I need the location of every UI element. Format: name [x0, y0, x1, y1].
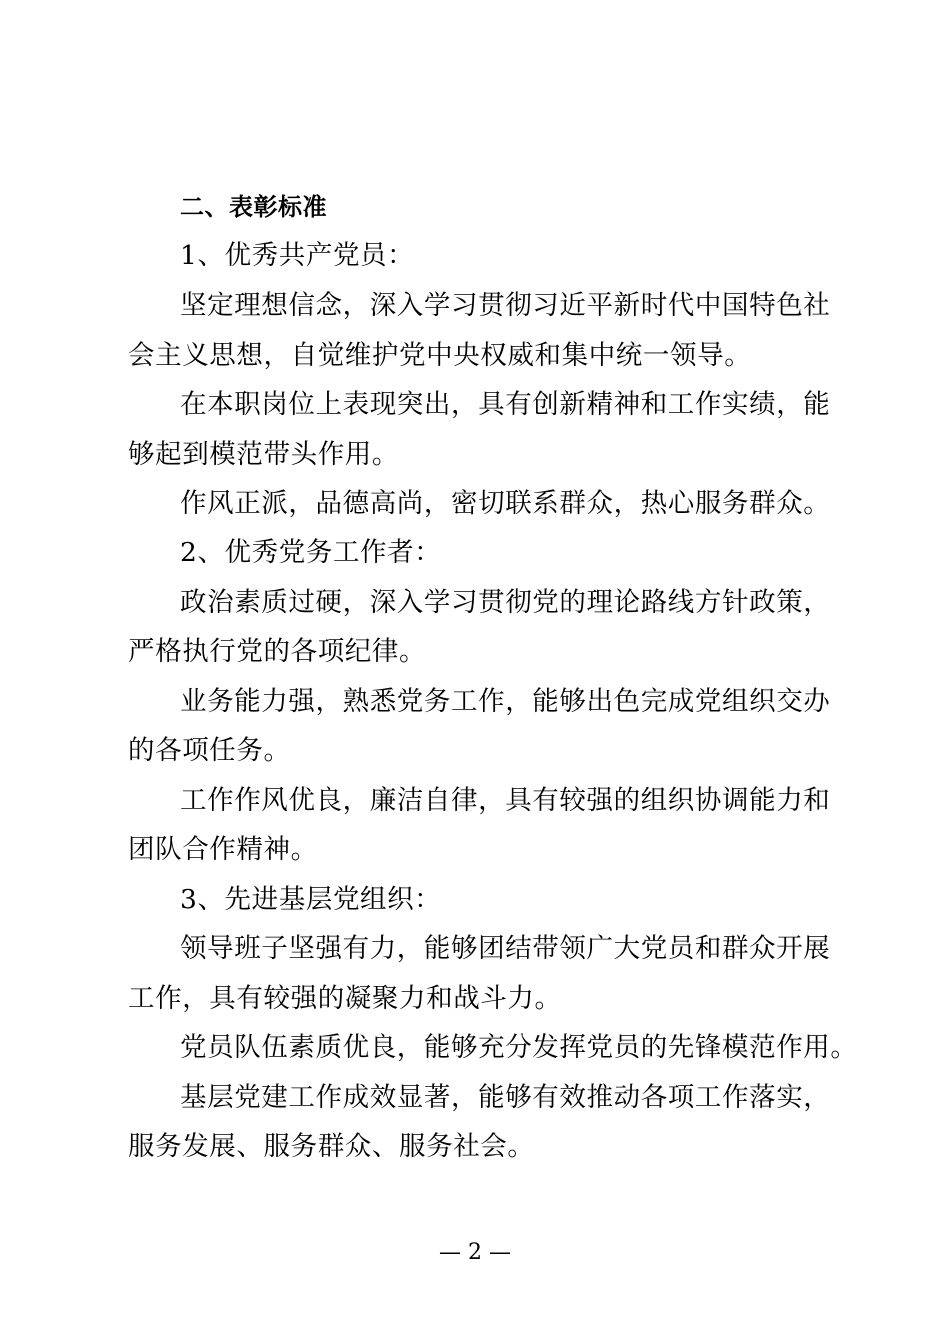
- paragraph-line: 领导班子坚强有力，能够团结带领广大党员和群众开展: [180, 933, 831, 964]
- paragraph-line: 业务能力强，熟悉党务工作，能够出色完成党组织交办: [180, 686, 831, 717]
- paragraph-line: 严格执行党的各项纪律。: [128, 636, 427, 667]
- paragraph-line: 工作，具有较强的凝聚力和战斗力。: [128, 983, 562, 1014]
- paragraph-line: 够起到模范带头作用。: [128, 439, 399, 470]
- paragraph-line: 基层党建工作成效显著，能够有效推动各项工作落实，: [180, 1082, 831, 1113]
- paragraph-line: 政治素质过硬，深入学习贯彻党的理论路线方针政策，: [180, 587, 831, 618]
- paragraph-line: 的各项任务。: [128, 735, 291, 766]
- paragraph-line: 会主义思想，自觉维护党中央权威和集中统一领导。: [128, 340, 752, 371]
- paragraph-line: 团队合作精神。: [128, 834, 318, 865]
- item-title-2: 2、优秀党务工作者：: [180, 537, 442, 568]
- paragraph-line: 工作作风优良，廉洁自律，具有较强的组织协调能力和: [180, 785, 831, 816]
- paragraph-line: 作风正派，品德高尚，密切联系群众，热心服务群众。: [180, 488, 831, 519]
- paragraph-line: 坚定理想信念，深入学习贯彻习近平新时代中国特色社: [180, 290, 831, 321]
- paragraph-line: 党员队伍素质优良，能够充分发挥党员的先锋模范作用。: [180, 1032, 858, 1063]
- item-title-1: 1、优秀共产党员：: [180, 240, 415, 271]
- section-heading: 二、表彰标准: [180, 193, 327, 221]
- page-number: — 2 —: [439, 1240, 511, 1265]
- item-title-3: 3、先进基层党组织：: [180, 884, 442, 915]
- paragraph-line: 在本职岗位上表现突出，具有创新精神和工作实绩，能: [180, 389, 831, 420]
- paragraph-line: 服务发展、服务群众、服务社会。: [128, 1131, 535, 1162]
